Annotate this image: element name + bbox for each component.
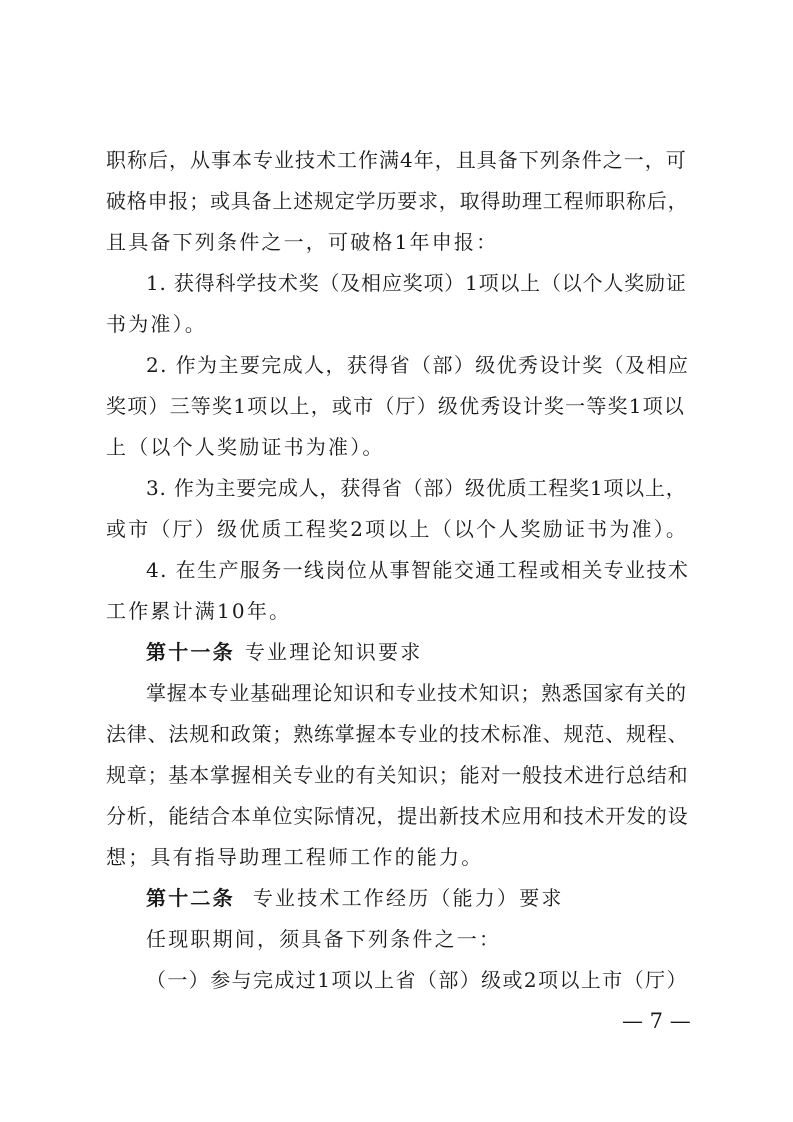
text-line: 法律、法规和政策；熟练掌握本专业的技术标准、规范、规程、: [106, 722, 689, 746]
article-11-title: 专业理论知识要求: [244, 640, 423, 664]
text-line: 工作累计满10年。: [106, 599, 292, 623]
text-line: 破格申报；或具备上述规定学历要求，取得助理工程师职称后，: [106, 189, 689, 213]
text-line: 分析，能结合本单位实际情况，提出新技术应用和技术开发的设: [106, 804, 689, 828]
text-line: （一）参与完成过1项以上省（部）级或2项以上市（厅）: [146, 968, 688, 992]
text-line: 职称后，从事本专业技术工作满4年，且具备下列条件之一，可: [106, 148, 687, 172]
article-11-number: 第十一条: [146, 640, 235, 664]
list-item-2: 2. 作为主要完成人，获得省（部）级优秀设计奖（及相应: [146, 353, 690, 377]
article-12-number: 第十二条: [146, 886, 235, 910]
text-line: 或市（厅）级优质工程奖2项以上（以个人奖励证书为准）。: [106, 517, 689, 541]
article-12-heading-line: [146, 885, 564, 911]
text-line: 奖项）三等奖1项以上，或市（厅）级优秀设计奖一等奖1项以: [106, 394, 686, 418]
list-item-1: 1. 获得科学技术奖（及相应奖项）1项以上（以个人奖励证: [146, 271, 687, 295]
text-line: 且具备下列条件之一，可破格1年申报：: [106, 230, 499, 254]
text-line: 想；具有指导助理工程师工作的能力。: [106, 845, 484, 869]
article-12-title: 专业技术工作经历（能力）要求: [252, 886, 564, 910]
list-item-4: 4. 在生产服务一线岗位从事智能交通工程或相关专业技术: [146, 558, 690, 582]
article-11-heading-line: [146, 639, 422, 665]
text-line: 掌握本专业基础理论知识和专业技术知识；熟悉国家有关的: [146, 681, 687, 705]
text-line: 书为准）。: [106, 312, 207, 336]
text-line: 任现职期间，须具备下列条件之一：: [146, 927, 502, 951]
page-number: — 7 —: [622, 1009, 691, 1033]
list-item-3: 3. 作为主要完成人，获得省（部）级优质工程奖1项以上，: [146, 476, 687, 500]
text-line: 规章；基本掌握相关专业的有关知识；能对一般技术进行总结和: [106, 763, 689, 787]
text-line: 上（以个人奖励证书为准）。: [106, 435, 385, 459]
